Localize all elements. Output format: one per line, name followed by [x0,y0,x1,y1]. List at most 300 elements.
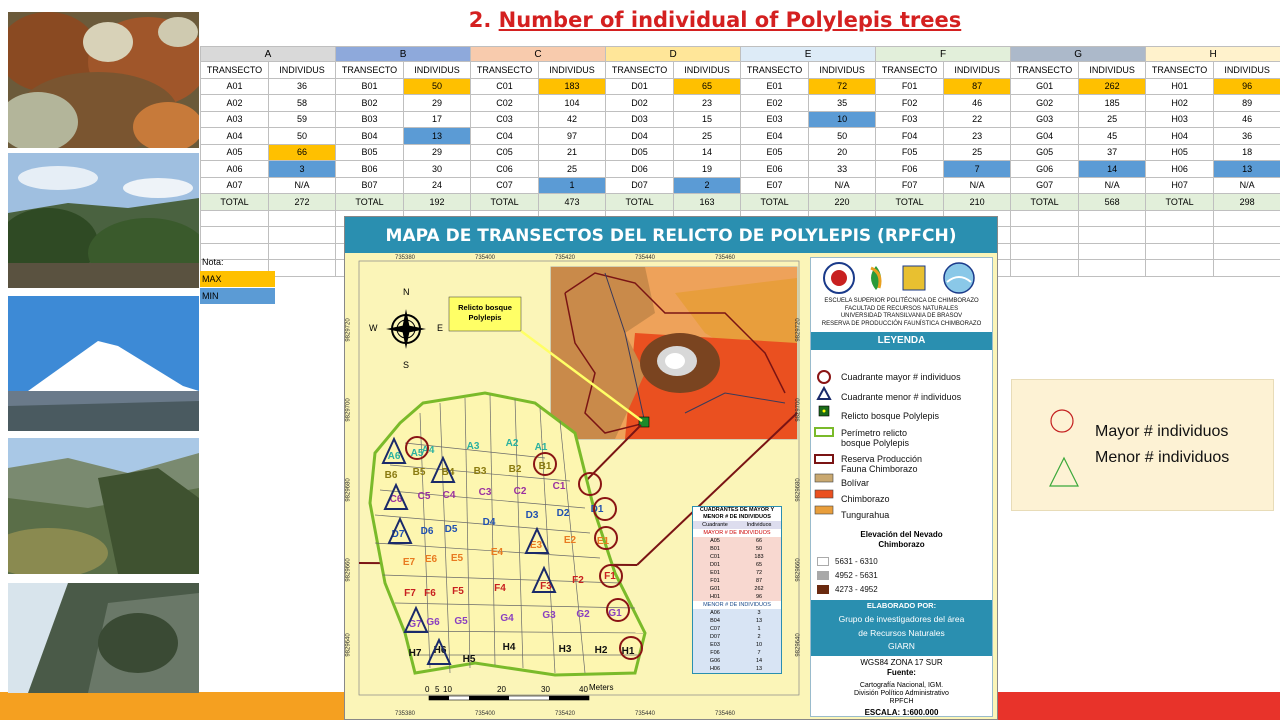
inset-row [693,537,781,545]
inset-mayor-label: MAYOR # DE INDIVIDUOS [703,530,771,536]
transect-cell[interactable]: E01 [741,78,809,95]
top-coord: 735420 [555,255,576,261]
individuals-cell[interactable]: N/A [269,177,336,194]
individuals-cell[interactable]: 50 [404,78,471,95]
compass-s: S [403,360,410,370]
legend-reserva-icon [815,455,833,463]
bottom-coord: 735460 [715,711,736,717]
individuals-cell[interactable]: 46 [944,95,1011,112]
min-legend-cell: MIN [200,288,275,304]
individuals-cell[interactable]: 25 [1079,111,1146,128]
transect-cell[interactable]: B02 [336,95,404,112]
individuals-cell[interactable]: 20 [809,144,876,161]
scale-n1: 5 [435,685,440,694]
header-transecto: TRANSECTO [471,62,539,79]
legend-item-reserva-1: Reserva Producción [841,454,923,464]
inset-value: 96 [755,594,763,600]
transect-cell[interactable]: D03 [606,111,674,128]
empty-cell[interactable] [1011,243,1079,260]
individuals-cell[interactable]: 185 [1079,95,1146,112]
transect-label-e5: E5 [450,553,464,564]
column-letter-c[interactable]: C [471,47,606,62]
transect-label-c6: C6 [389,494,403,505]
individuals-cell[interactable]: 30 [404,161,471,178]
transect-cell[interactable]: A03 [201,111,269,128]
individuals-cell[interactable]: 104 [539,95,606,112]
header-transecto: TRANSECTO [876,62,944,79]
header-individus: INDIVIDUS [404,62,471,79]
transect-label-c4: C4 [442,490,456,501]
photo-snow-volcano [8,296,199,431]
transect-cell[interactable]: H03 [1146,111,1214,128]
side-coord: 9829640 [345,633,352,657]
header-transecto: TRANSECTO [606,62,674,79]
right-legend-box [1011,379,1274,511]
column-letter-f[interactable]: F [876,47,1011,62]
individuals-cell[interactable]: 33 [809,161,876,178]
transect-cell[interactable]: C03 [471,111,539,128]
transect-cell[interactable]: C02 [471,95,539,112]
individuals-cell[interactable]: 36 [1214,128,1280,145]
transect-label-g1: G1 [608,608,622,619]
individuals-cell[interactable]: 29 [404,144,471,161]
individuals-cell[interactable]: N/A [944,177,1011,194]
empty-cell[interactable] [1146,227,1214,244]
photo-rocky-cliff [8,583,199,693]
institution-logos [811,258,992,298]
column-letter-g[interactable]: G [1011,47,1146,62]
inset-quadrant: G06 [709,658,721,664]
fuente-line-2: RPFCH [889,698,914,705]
individuals-cell[interactable]: 37 [1079,144,1146,161]
empty-cell[interactable] [1214,210,1280,227]
individuals-cell[interactable]: 10 [809,111,876,128]
transect-cell[interactable]: A06 [201,161,269,178]
transect-map [344,216,998,720]
legend-item-tungurahua: Tungurahua [841,510,890,520]
individuals-cell[interactable]: 21 [539,144,606,161]
scale-unit: Meters [589,683,614,692]
header-transecto: TRANSECTO [741,62,809,79]
transect-label-c1: C1 [552,481,566,492]
individuals-cell[interactable]: 45 [1079,128,1146,145]
transect-cell[interactable]: H05 [1146,144,1214,161]
individuals-cell[interactable]: 22 [944,111,1011,128]
empty-cell[interactable] [1146,260,1214,277]
transect-label-f4: F4 [494,583,506,594]
transect-cell[interactable]: F05 [876,144,944,161]
total-value[interactable]: 473 [539,194,606,211]
bottom-coord: 735440 [635,711,656,717]
total-label[interactable]: TOTAL [471,194,539,211]
transect-cell[interactable]: H04 [1146,128,1214,145]
individuals-cell[interactable]: 87 [944,78,1011,95]
transect-cell[interactable]: D07 [606,177,674,194]
total-value[interactable]: 272 [269,194,336,211]
inset-value: 13 [755,666,763,672]
right-legend-mayor: Mayor # individuos [1095,423,1229,440]
transect-cell[interactable]: H06 [1146,161,1214,178]
inset-row [693,649,781,657]
transect-cell[interactable]: D06 [606,161,674,178]
individuals-cell[interactable]: 13 [404,128,471,145]
elaborado-block [811,600,992,656]
photo-polylepis-shrubs [8,12,199,148]
inset-quadrant: D01 [709,562,721,568]
individuals-cell[interactable]: 50 [809,128,876,145]
side-coord: 9829660 [345,558,352,582]
transect-cell[interactable]: F03 [876,111,944,128]
individuals-cell[interactable]: 59 [269,111,336,128]
compass-w: W [369,323,378,333]
empty-cell[interactable] [1011,227,1079,244]
bottom-coord: 735380 [395,711,416,717]
transect-label-h4: H4 [502,642,516,653]
transect-label-e7: E7 [402,557,416,568]
total-label[interactable]: TOTAL [1011,194,1079,211]
legend-symbols [811,366,992,531]
individuals-cell[interactable]: 1 [539,177,606,194]
individuals-cell[interactable]: 17 [404,111,471,128]
empty-cell[interactable] [201,210,269,227]
elev-swatch-high [817,557,829,566]
inset-quadrant-table [692,506,782,674]
individuals-cell[interactable]: N/A [1079,177,1146,194]
inset-row [693,593,781,601]
map-title: MAPA DE TRANSECTOS DEL RELICTO DE POLYLEPIS (RPFCH) [345,217,997,253]
transect-label-b5: B5 [412,467,426,478]
transect-label-g6: G6 [426,617,440,628]
transect-cell[interactable]: C07 [471,177,539,194]
empty-cell[interactable] [1146,210,1214,227]
transect-label-e2: E2 [563,535,577,546]
total-label[interactable]: TOTAL [876,194,944,211]
individuals-cell[interactable]: 2 [674,177,741,194]
inset-row [693,665,781,673]
inset-quadrant: H06 [709,666,721,672]
empty-cell[interactable] [1011,210,1079,227]
transect-cell[interactable]: D05 [606,144,674,161]
individuals-cell[interactable]: 89 [1214,95,1280,112]
inset-col1: Cuadrante [702,522,728,528]
transect-cell[interactable]: C04 [471,128,539,145]
institution-line-1: FACULTAD DE RECURSOS NATURALES [844,305,959,312]
empty-cell[interactable] [269,227,336,244]
column-letter-h[interactable]: H [1146,47,1280,62]
scale-n0: 0 [425,685,430,694]
individuals-cell[interactable]: 50 [269,128,336,145]
individuals-cell[interactable]: 96 [1214,78,1280,95]
transect-cell[interactable]: G06 [1011,161,1079,178]
bottom-coord: 735400 [475,711,496,717]
transect-cell[interactable]: G01 [1011,78,1079,95]
transect-cell[interactable]: A04 [201,128,269,145]
empty-cell[interactable] [1214,243,1280,260]
individuals-cell[interactable]: 42 [539,111,606,128]
right-legend-menor: Menor # individuos [1095,449,1230,466]
total-label[interactable]: TOTAL [336,194,404,211]
inset-row [693,569,781,577]
legend-perimeter-icon [815,428,833,436]
legend-item-bolivar: Bolívar [841,478,870,488]
elaborado-title: ELABORADO POR: [866,601,937,610]
transect-cell[interactable]: D04 [606,128,674,145]
transect-cell[interactable]: F02 [876,95,944,112]
individuals-cell[interactable]: 14 [1079,161,1146,178]
empty-cell[interactable] [269,260,336,277]
empty-cell[interactable] [269,210,336,227]
individuals-cell[interactable]: 23 [944,128,1011,145]
individuals-cell[interactable]: 35 [809,95,876,112]
inset-value: 65 [755,562,763,568]
transect-cell[interactable]: G05 [1011,144,1079,161]
total-label[interactable]: TOTAL [1146,194,1214,211]
individuals-cell[interactable]: 66 [269,144,336,161]
individuals-cell[interactable]: 25 [674,128,741,145]
transect-label-f5: F5 [452,586,464,597]
transect-cell[interactable]: B04 [336,128,404,145]
transect-label-a3: A3 [466,441,480,452]
total-value[interactable]: 163 [674,194,741,211]
transect-cell[interactable]: B03 [336,111,404,128]
column-letter-d[interactable]: D [606,47,741,62]
empty-cell[interactable] [1079,210,1146,227]
inset-value: 72 [755,570,763,576]
total-label[interactable]: TOTAL [741,194,809,211]
transect-cell[interactable]: H02 [1146,95,1214,112]
transect-cell[interactable]: A01 [201,78,269,95]
empty-cell[interactable] [269,243,336,260]
transect-cell[interactable]: G07 [1011,177,1079,194]
transect-cell[interactable]: A02 [201,95,269,112]
legend-panel [810,257,993,717]
transect-label-c2: C2 [513,486,527,497]
individuals-cell[interactable]: 19 [674,161,741,178]
transect-cell[interactable]: C01 [471,78,539,95]
inset-value: 183 [754,554,764,560]
inset-row [693,625,781,633]
empty-cell[interactable] [1079,243,1146,260]
transect-cell[interactable]: E04 [741,128,809,145]
legend-chimborazo-icon [815,490,833,498]
individuals-cell[interactable]: 183 [539,78,606,95]
transect-cell[interactable]: B06 [336,161,404,178]
inset-quadrant: D07 [709,634,721,640]
transect-cell[interactable]: B07 [336,177,404,194]
inset-quadrant: A06 [710,610,720,616]
individuals-cell[interactable]: 29 [404,95,471,112]
legend-item-menor: Cuadrante menor # individuos [841,392,962,402]
total-value[interactable]: 298 [1214,194,1280,211]
individuals-cell[interactable]: 46 [1214,111,1280,128]
transect-cell[interactable]: B05 [336,144,404,161]
individuals-cell[interactable]: 36 [269,78,336,95]
inset-value: 262 [754,586,764,592]
transect-cell[interactable]: E05 [741,144,809,161]
column-letter-a[interactable]: A [201,47,336,62]
inset-value: 7 [757,650,761,656]
elevation-title-2: Chimborazo [878,540,925,549]
inset-row [693,633,781,641]
transect-label-a5: A5 [410,448,424,459]
transect-label-e3: E3 [529,540,543,551]
transect-label-d6: D6 [420,526,434,537]
transect-cell[interactable]: D01 [606,78,674,95]
transect-cell[interactable]: E07 [741,177,809,194]
institution-line-3: RESERVA DE PRODUCCIÓN FAUNÍSTICA CHIMBORAZO [821,320,982,327]
total-label[interactable]: TOTAL [606,194,674,211]
header-individus: INDIVIDUS [269,62,336,79]
menor-triangle-icon [1050,458,1078,486]
transect-label-g5: G5 [454,616,468,627]
scale-n4: 30 [541,685,550,694]
empty-cell[interactable] [1011,260,1079,277]
individuals-cell[interactable]: N/A [1214,177,1280,194]
institution-line-2: UNIVERSIDAD TRANSILVANIA DE BRASOV [840,313,963,319]
compass-n: N [403,287,410,297]
empty-cell[interactable] [201,227,269,244]
legend-item-reserva-2: Fauna Chimborazo [841,464,918,474]
individuals-cell[interactable]: 3 [269,161,336,178]
individuals-cell[interactable]: 15 [674,111,741,128]
inset-value: 66 [755,538,763,544]
side-coord: 9829680 [345,478,352,502]
total-value[interactable]: 210 [944,194,1011,211]
inset-value: 50 [755,546,763,552]
top-coord: 735380 [395,255,416,261]
slide-title: 2. Number of individual of Polylepis trees [468,8,962,32]
transect-label-d1: D1 [590,504,604,515]
transect-cell[interactable]: G03 [1011,111,1079,128]
column-letter-e[interactable]: E [741,47,876,62]
column-letter-b[interactable]: B [336,47,471,62]
header-transecto: TRANSECTO [201,62,269,79]
transect-cell[interactable]: E02 [741,95,809,112]
side-coord: 9829720 [345,318,352,342]
total-value[interactable]: 568 [1079,194,1146,211]
escala: ESCALA: 1:600.000 [864,708,939,717]
individuals-cell[interactable]: 25 [944,144,1011,161]
individuals-cell[interactable]: N/A [809,177,876,194]
total-value[interactable]: 192 [404,194,471,211]
inset-quadrant: C07 [709,626,721,632]
individuals-cell[interactable]: 23 [674,95,741,112]
transect-cell[interactable]: A07 [201,177,269,194]
transect-label-f6: F6 [424,588,436,599]
transect-cell[interactable]: E03 [741,111,809,128]
header-individus: INDIVIDUS [809,62,876,79]
legend-title: LEYENDA [811,332,992,350]
side-coord: 9829680 [795,478,802,502]
transect-label-c5: C5 [417,491,431,502]
nota-label: Nota: [202,257,224,267]
transect-label-a4: A4 [421,445,435,456]
transect-cell[interactable]: H01 [1146,78,1214,95]
total-value[interactable]: 220 [809,194,876,211]
transect-cell[interactable]: F07 [876,177,944,194]
individuals-cell[interactable]: 262 [1079,78,1146,95]
inset-table-title: CUADRANTES DE MAYOR Y MENOR # DE INDIVIDUOS [699,507,775,520]
individuals-cell[interactable]: 58 [269,95,336,112]
total-label[interactable]: TOTAL [201,194,269,211]
individuals-cell[interactable]: 72 [809,78,876,95]
transect-cell[interactable]: G04 [1011,128,1079,145]
header-transecto: TRANSECTO [1011,62,1079,79]
slide-title-text: Number of individual of Polylepis trees [498,8,962,32]
empty-cell[interactable] [1146,243,1214,260]
transect-cell[interactable]: F01 [876,78,944,95]
inset-row [693,545,781,553]
transect-cell[interactable]: A05 [201,144,269,161]
empty-cell[interactable] [1079,227,1146,244]
side-coord: 9829660 [795,558,802,582]
individuals-cell[interactable]: 97 [539,128,606,145]
inset-value: 14 [755,658,763,664]
empty-cell[interactable] [1079,260,1146,277]
transect-label-b6: B6 [384,470,398,481]
transect-label-h7: H7 [408,648,422,659]
individuals-cell[interactable]: 65 [674,78,741,95]
individuals-cell[interactable]: 24 [404,177,471,194]
transect-label-d2: D2 [556,508,570,519]
inset-row [693,553,781,561]
inset-row [693,657,781,665]
inset-quadrant: E03 [710,642,720,648]
transect-cell[interactable]: D02 [606,95,674,112]
transect-label-a1: A1 [534,442,548,453]
transect-label-b4: B4 [441,467,455,478]
legend-circle-icon [818,371,830,383]
transect-cell[interactable]: C05 [471,144,539,161]
side-coord: 9829700 [795,398,802,422]
header-individus: INDIVIDUS [1079,62,1146,79]
transect-cell[interactable]: B01 [336,78,404,95]
elaborado-line-1: de Recursos Naturales [858,628,945,638]
legend-item-perimetro-1: Perímetro relicto [841,428,908,438]
individuals-cell[interactable]: 7 [944,161,1011,178]
legend-bolivar-icon [815,474,833,482]
individuals-cell[interactable]: 14 [674,144,741,161]
inset-quadrant: G01 [709,586,721,592]
transect-label-e6: E6 [424,554,438,565]
individuals-cell[interactable]: 13 [1214,161,1280,178]
legend-tungurahua-icon [815,506,833,514]
inset-menor-label: MENOR # DE INDIVIDUOS [703,602,771,608]
inset-value: 87 [755,578,763,584]
transect-cell[interactable]: H07 [1146,177,1214,194]
transect-label-d3: D3 [525,510,539,521]
individuals-cell[interactable]: 18 [1214,144,1280,161]
transect-cell[interactable]: F06 [876,161,944,178]
transect-cell[interactable]: C06 [471,161,539,178]
transect-cell[interactable]: E06 [741,161,809,178]
transect-label-g7: G7 [408,619,422,630]
inset-quadrant: H01 [709,594,721,600]
header-transecto: TRANSECTO [336,62,404,79]
empty-cell[interactable] [1214,227,1280,244]
elev-range-1: 4952 - 5631 [835,571,878,580]
individuals-cell[interactable]: 25 [539,161,606,178]
transect-cell[interactable]: G02 [1011,95,1079,112]
elev-range-0: 5631 - 6310 [835,557,878,566]
compass-e: E [437,323,444,333]
fuente-line-0: Cartografía Nacional, IGM. [859,682,944,689]
inset-value: 13 [755,618,763,624]
fuente-block [811,682,992,706]
inset-row [693,585,781,593]
transect-cell[interactable]: F04 [876,128,944,145]
empty-cell[interactable] [1214,260,1280,277]
